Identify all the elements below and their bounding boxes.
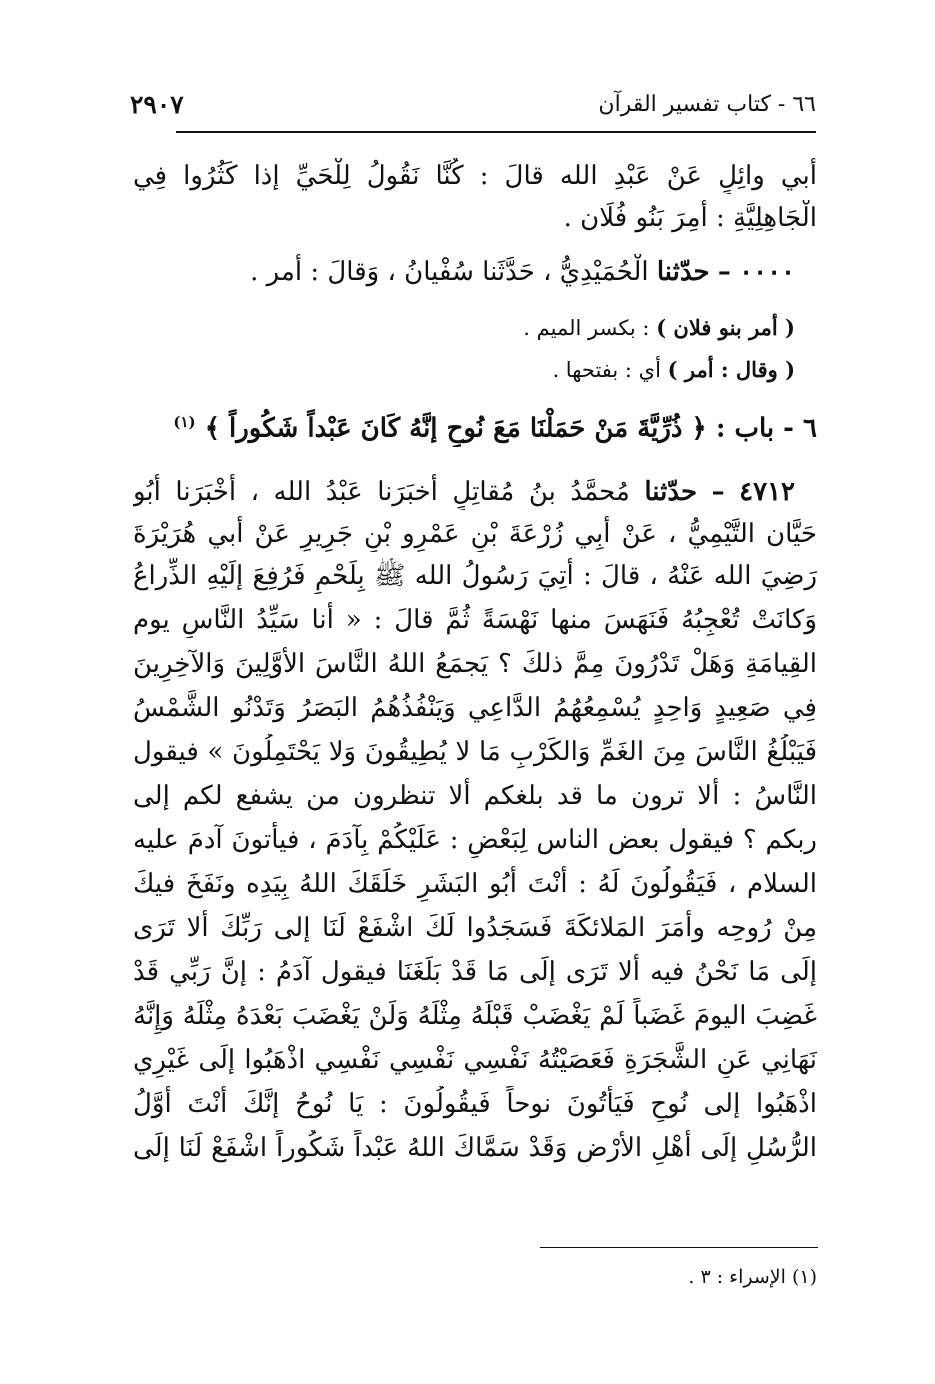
hadith-lead: حدّثنا	[644, 477, 698, 507]
note-line	[133, 310, 795, 346]
hadith-line: ربكم ؟ فيقول بعض الناس لِبَعْضٍ : عَلَيْكُمْ بِآدَمَ ، فيأتونَ آدمَ عليه	[133, 825, 817, 855]
chapter-title: ٦٦ - كتاب تفسير القرآن	[598, 92, 816, 117]
footnote-ref: (١)	[173, 413, 196, 431]
hadith-line: اذْهَبُوا إلى نُوحٍ فَيَأْتُونَ نوحاً فَيقُولُونَ : يَا نُوحُ إنَّكَ أَنْتَ أَوَّلُ	[133, 1089, 817, 1119]
hadith-line: غَضِبَ اليومَ غَضَباً لَمْ يَغْضَبْ قَبْلَهُ مِثْلَهُ وَلَنْ يَغْضَبَ بَعْدَهُ مِثْلَهُ وَإِنَّهُ	[133, 1001, 817, 1031]
hadith-line: مِنْ رُوحِه وأَمَرَ المَلائكَةَ فَسَجَدُوا لَكَ اشْفَعْ لَنَا إلى رَبِّكَ أَلا تَرَى	[133, 913, 817, 943]
note-text: : بكسر الميم .	[523, 316, 657, 340]
footnote: (١) الإسراء : ٣ .	[688, 1266, 817, 1288]
intro-line: الْجَاهِلِيَّةِ : أَمِرَ بَنُو فُلَان .	[563, 203, 817, 233]
hadith-line: النَّاسُ : ألا ترون ما قد بلغكم ألا تنظرون من يشفع لكم إلى	[133, 781, 817, 811]
hadith-line: حَيَّان التَّيْمِيُّ ، عَنْ أَبِي زُرْعَةَ بْنِ عَمْرِو بْنِ جَرِيرٍ عَنْ أَبي هُرَيْرَةَ	[133, 519, 817, 549]
running-header	[130, 92, 816, 126]
footnote-rule	[540, 1247, 818, 1248]
hadith-4712-first-line	[133, 474, 795, 510]
hadith-line: وَكانَتْ تُعْجِبُهُ فَنَهَسَ منها نَهْسَةً ثُمَّ قالَ : « أنا سَيِّدُ النَّاسِ يوم	[133, 605, 817, 635]
hadith-0000	[133, 254, 795, 290]
header-rule	[176, 131, 816, 133]
hadith-number: ٠٠٠٠	[739, 257, 795, 287]
chapter-heading-text: ٦ - باب : ﴿ ذُرِّيَّةَ مَنْ حَمَلْنَا مَعَ نُوحٍ إنَّهُ كَانَ عَبْداً شَكُوراً ﴾	[204, 413, 817, 444]
chapter-heading	[133, 404, 817, 447]
note-line	[133, 352, 795, 388]
hadith-text: مُحمَّدُ بنُ مُقاتِلٍ أَخبَرَنا عَبْدُ الله ، أخْبَرَنا أَبُو	[133, 477, 630, 507]
page-number: ٢٩٠٧	[130, 90, 184, 119]
note-text: أي : بفتحها .	[552, 358, 668, 382]
hadith-number: ٤٧١٢	[739, 477, 795, 507]
hadith-dash: –	[717, 257, 731, 287]
hadith-line: فِي صَعِيدٍ وَاحِدٍ يُسْمِعُهُمُ الدَّاعِي وَيَنْفُذُهُمُ البَصَرُ وَتَدْنُو الشَّمْسُ	[133, 693, 817, 723]
note-term: ( وقال : أمر )	[667, 357, 795, 382]
hadith-lead: حدّثنا	[656, 257, 710, 287]
hadith-line: نَهَانِي عَنِ الشَّجَرَةِ فَعَصَيْتُهُ نَفْسِي نَفْسِي نَفْسِي اذْهَبُوا إلَى غَيْرِي	[133, 1045, 817, 1075]
hadith-line: إلَى مَا نَحْنُ فيه أَلا تَرَى إلَى مَا قَدْ بَلَغَنَا فيقول آدَمُ : إنَّ رَبِّي قَدْ	[133, 957, 817, 987]
intro-line: أَبي وائِلٍ عَنْ عَبْدِ الله قالَ : كُنَّا نَقُولُ لِلْحَيِّ إذا كَثُرُوا فِي	[133, 161, 817, 191]
hadith-line: فَيَبْلُغُ النَّاسَ مِنَ الغَمِّ وَالكَرْبِ مَا لا يُطِيقُونَ وَلا يَحْتَمِلُونَ » فيقول	[133, 737, 817, 767]
hadith-line: رَضِيَ الله عَنْهُ ، قالَ : أُتِيَ رَسُولُ الله ﷺ بِلَحْمٍ فَرُفِعَ إلَيْهِ الذِّراعُ	[133, 561, 817, 591]
note-term: ( أمر بنو فلان )	[656, 315, 795, 340]
hadith-line: القِيامَةِ وَهَلْ تَدْرُونَ مِمَّ ذلكَ ؟ يَجمَعُ اللهُ النَّاسَ الأَوَّلِينَ وَالآخِرِينَ	[133, 649, 817, 679]
hadith-line: السلام ، فَيَقُولُونَ لَهُ : أَنْتَ أَبُو البَشَرِ خَلَقَكَ اللهُ بِيَدِه ونَفَخَ فيكَ	[133, 869, 817, 899]
hadith-dash: –	[711, 477, 725, 507]
hadith-line: الرُّسُلِ إلَى أَهْلِ الأَرْضِ وَقَدْ سَمَّاكَ اللهُ عَبْداً شَكُوراً اشْفَعْ لَنَا إلَى	[133, 1133, 817, 1163]
hadith-text: الْحُمَيْدِيُّ ، حَدَّثَنا سُفْيانُ ، وَقالَ : أمر .	[250, 257, 649, 287]
